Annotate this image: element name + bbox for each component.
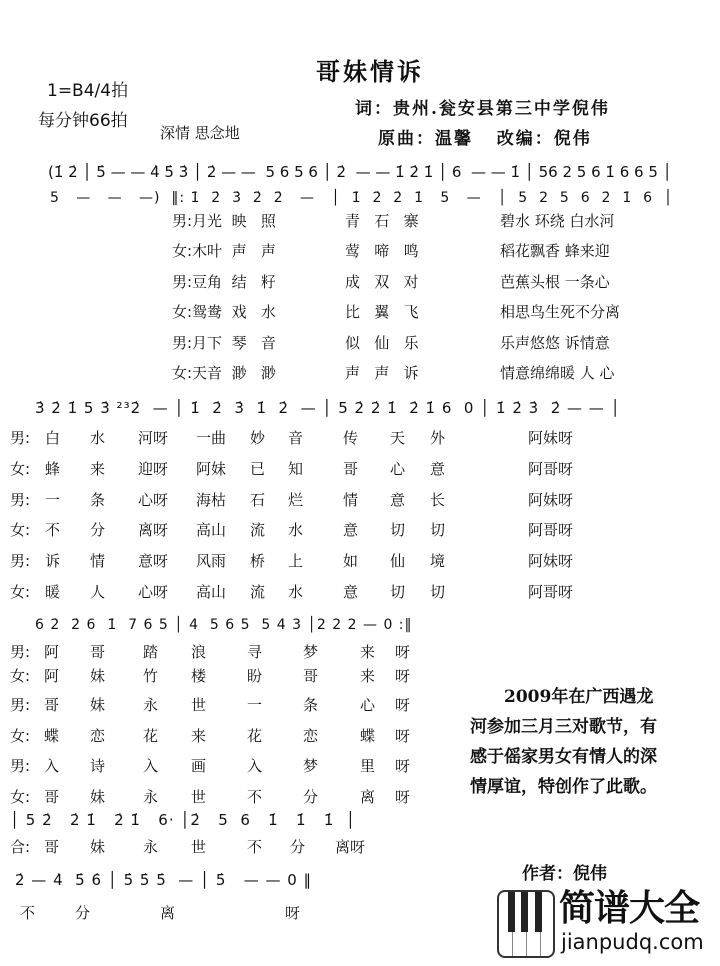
notation-line-4: 6 2̇ 2̇ 6 1̇ 7 6 5 │ 4 5 6 5 5 4 3 │2 2 2 — 0 :‖ <box>35 617 413 633</box>
lyric-cell: 稻花飘香 蜂来迎 <box>500 242 610 260</box>
lyric-cell: 阿妹 <box>196 460 227 478</box>
lyric-cell: 女: <box>10 667 31 685</box>
lyric-cell: 呀 <box>395 757 411 775</box>
lyric-cell: 男: <box>10 429 31 447</box>
chorus-lyric-cell: 世 <box>191 838 207 856</box>
lyric-cell: 诗 <box>90 757 106 775</box>
lyric-cell: 永 <box>143 788 159 806</box>
lyric-cell: 水 <box>288 583 304 601</box>
lyric-cell: 入 <box>44 757 60 775</box>
ending-lyric-cell: 呀 <box>285 904 301 922</box>
lyric-cell: 女:鸳鸯 戏 水 <box>172 303 276 321</box>
lyric-cell: 哥 <box>303 667 319 685</box>
lyric-cell: 来 <box>90 460 106 478</box>
lyric-cell: 情 <box>90 552 106 570</box>
lyric-cell: 哥 <box>44 788 60 806</box>
lyric-cell: 男:豆角 结 籽 <box>172 273 276 291</box>
chorus-lyric-cell: 合: <box>10 838 31 856</box>
lyric-cell: 妹 <box>90 667 106 685</box>
chorus-lyric-cell: 哥 <box>44 838 60 856</box>
lyric-cell: 石 <box>250 491 266 509</box>
lyric-cell: 女: <box>10 521 31 539</box>
lyric-cell: 花 <box>143 727 159 745</box>
lyric-cell: 盼 <box>247 667 263 685</box>
lyric-cell: 浪 <box>191 643 207 661</box>
lyric-cell: 不 <box>247 788 263 806</box>
lyric-cell: 恋 <box>303 727 319 745</box>
lyric-cell: 高山 <box>196 583 227 601</box>
expression-mark: 深情 思念地 <box>160 124 240 142</box>
ending-lyric-cell: 离 <box>160 904 176 922</box>
lyric-cell: 呀 <box>395 643 411 661</box>
composer-note: 2009年在广西遇龙河参加三月三对歌节，有感于傜家男女有情人的深情厚谊，特创作了此歌。 <box>470 687 657 797</box>
lyric-cell: 阿哥呀 <box>528 583 574 601</box>
lyric-cell: 条 <box>90 491 106 509</box>
key-signature: 1=B4/4拍 <box>47 81 129 101</box>
watermark-url: jianpudq.com <box>561 930 704 954</box>
lyric-cell: 阿妹呀 <box>528 429 574 447</box>
lyric-cell: 女: <box>10 583 31 601</box>
lyric-cell: 心呀 <box>138 583 169 601</box>
notation-line-1: (1̇ 2̇ │ 5̇ — — 4̇ 5̇ 3̇ │ 2̇ — — 5 6 5 6 │ 2̇ — — 1̇ 2̇ 1̇ │ 6 — — 1̇ │ 56 2 5 6 1̇ 6 6 5 │ <box>48 163 672 181</box>
chorus-lyric-cell: 不 <box>247 838 263 856</box>
lyric-cell: 呀 <box>395 696 411 714</box>
lyric-cell: 意 <box>430 460 446 478</box>
lyric-cell: 女: <box>10 788 31 806</box>
lyric-cell: 水 <box>90 429 106 447</box>
lyric-cell: 境 <box>430 552 446 570</box>
lyric-cell: 阿哥呀 <box>528 521 574 539</box>
lyric-cell: 呀 <box>395 788 411 806</box>
lyric-cell: 心 <box>390 460 406 478</box>
lyric-cell: 男:月下 琴 音 <box>172 334 276 352</box>
lyric-cell: 一 <box>45 491 61 509</box>
lyric-cell: 仙 <box>390 552 406 570</box>
lyric-cell: 世 <box>191 788 207 806</box>
lyric-cell: 分 <box>90 521 106 539</box>
lyric-cell: 一曲 <box>196 429 227 447</box>
lyric-cell: 里 <box>360 757 376 775</box>
lyric-cell: 阿妹呀 <box>528 552 574 570</box>
tempo: 每分钟66拍 <box>38 111 128 131</box>
lyric-cell: 楼 <box>191 667 207 685</box>
lyric-cell: 画 <box>191 757 207 775</box>
lyric-cell: 妹 <box>90 696 106 714</box>
lyric-cell: 切 <box>430 583 446 601</box>
lyric-cell: 离 <box>360 788 376 806</box>
lyric-cell: 心呀 <box>138 491 169 509</box>
lyric-cell: 男: <box>10 643 31 661</box>
lyric-cell: 知 <box>288 460 304 478</box>
piano-keys-icon <box>497 890 555 958</box>
lyric-cell: 蜂 <box>45 460 61 478</box>
watermark-logo <box>497 890 720 960</box>
lyric-cell: 外 <box>430 429 446 447</box>
lyric-cell: 已 <box>250 460 266 478</box>
lyric-cell: 迎呀 <box>138 460 169 478</box>
lyric-cell: 长 <box>430 491 446 509</box>
lyric-cell: 乐声悠悠 诉情意 <box>500 334 610 352</box>
lyric-cell: 水 <box>288 521 304 539</box>
lyric-cell: 竹 <box>143 667 159 685</box>
lyric-cell: 阿 <box>44 643 60 661</box>
lyric-cell: 比 翼 飞 <box>345 303 419 321</box>
lyric-cell: 呀 <box>395 727 411 745</box>
lyric-cell: 意 <box>343 583 359 601</box>
lyric-cell: 分 <box>303 788 319 806</box>
lyric-cell: 妙 <box>250 429 266 447</box>
lyric-cell: 阿 <box>44 667 60 685</box>
song-title: 哥妹情诉 <box>316 57 424 86</box>
lyric-cell: 海枯 <box>196 491 227 509</box>
lyric-cell: 白 <box>45 429 61 447</box>
lyric-cell: 蝶 <box>360 727 376 745</box>
lyric-cell: 来 <box>360 643 376 661</box>
lyric-cell: 烂 <box>288 491 304 509</box>
lyric-cell: 风雨 <box>196 552 227 570</box>
lyric-cell: 条 <box>303 696 319 714</box>
lyric-cell: 情意绵绵暖 人 心 <box>500 364 615 382</box>
lyric-cell: 莺 啼 鸣 <box>345 242 419 260</box>
lyric-cell: 踏 <box>143 643 159 661</box>
lyricist-credit: 词：贵州.瓮安县第三中学倪伟 <box>355 99 610 119</box>
lyric-cell: 河呀 <box>138 429 169 447</box>
lyric-cell: 不 <box>45 521 61 539</box>
lyric-cell: 呀 <box>395 667 411 685</box>
notation-line-6: 2̇ — 4̇ 5̇ 6̇ │ 5̇ 5̇ 5̇ — │ 5̇ — — 0 ‖ <box>15 871 313 889</box>
notation-line-5: │ 5 2̇ 2̇ 1̇ 2̇ 1̇ 6· │2̇ 5 6 1̇ 1̇ 1̇ │ <box>10 811 356 829</box>
chorus-lyric-cell: 分 <box>290 838 306 856</box>
lyric-cell: 流 <box>250 521 266 539</box>
chorus-lyric-cell: 妹 <box>90 838 106 856</box>
lyric-cell: 传 <box>343 429 359 447</box>
lyric-cell: 阿哥呀 <box>528 460 574 478</box>
lyric-cell: 女: <box>10 727 31 745</box>
lyric-cell: 恋 <box>90 727 106 745</box>
lyric-cell: 蝶 <box>44 727 60 745</box>
lyric-cell: 男: <box>10 491 31 509</box>
lyric-cell: 梦 <box>303 643 319 661</box>
watermark-name: 简谱大全 <box>559 888 700 929</box>
lyric-cell: 桥 <box>250 552 266 570</box>
lyric-cell: 来 <box>360 667 376 685</box>
author-signature: 作者：倪伟 <box>522 864 607 884</box>
lyric-cell: 声 声 诉 <box>345 364 419 382</box>
lyric-cell: 暖 <box>45 583 61 601</box>
lyric-cell: 切 <box>390 583 406 601</box>
lyric-cell: 女: <box>10 460 31 478</box>
notation-line-3: 3̇ 2̇ 1̇ 5 3̇ ²³2̇ — │ 1̇ 2̇ 3̇ 1̇ 2̇ — │ 5 2̇ 2̇ 1̇ 2̇ 1̇ 6 0 │ 1̇ 2̇ 3̇ 2̇ — — │ <box>35 399 621 417</box>
lyric-cell: 寻 <box>247 643 263 661</box>
lyric-cell: 流 <box>250 583 266 601</box>
lyric-cell: 切 <box>430 521 446 539</box>
lyric-cell: 相思鸟生死不分离 <box>500 303 621 321</box>
notation-line-2: 5 — — —) ‖: 1̇ 2̇ 3̇ 2̇ 2̇ — │ 1̇ 2̇ 2̇ 1̇ 5 — │ 5 2 5 6 2̇ 1̇ 6 │ <box>50 190 674 206</box>
lyric-cell: 男: <box>10 757 31 775</box>
composer-credit: 原曲：温馨 改编：倪伟 <box>378 129 592 149</box>
lyric-cell: 成 双 对 <box>345 273 419 291</box>
lyric-cell: 入 <box>247 757 263 775</box>
lyric-cell: 哥 <box>343 460 359 478</box>
lyric-cell: 意 <box>390 491 406 509</box>
lyric-cell: 似 仙 乐 <box>345 334 419 352</box>
lyric-cell: 哥 <box>44 696 60 714</box>
lyric-cell: 男: <box>10 552 31 570</box>
lyric-cell: 碧水 环绕 白水河 <box>500 212 615 230</box>
lyric-cell: 芭蕉头根 一条心 <box>500 273 610 291</box>
lyric-cell: 如 <box>343 552 359 570</box>
lyric-cell: 梦 <box>303 757 319 775</box>
lyric-cell: 诉 <box>45 552 61 570</box>
lyric-cell: 离呀 <box>138 521 169 539</box>
lyric-cell: 花 <box>247 727 263 745</box>
lyric-cell: 青 石 寨 <box>345 212 419 230</box>
lyric-cell: 入 <box>143 757 159 775</box>
lyric-cell: 男:月光 映 照 <box>172 212 276 230</box>
lyric-cell: 妹 <box>90 788 106 806</box>
lyric-cell: 高山 <box>196 521 227 539</box>
chorus-lyric-cell: 离呀 <box>335 838 366 856</box>
lyric-cell: 一 <box>247 696 263 714</box>
lyric-cell: 女:天音 渺 渺 <box>172 364 276 382</box>
lyric-cell: 心 <box>360 696 376 714</box>
lyric-cell: 哥 <box>90 643 106 661</box>
ending-lyric-cell: 不 <box>20 904 36 922</box>
lyric-cell: 意 <box>343 521 359 539</box>
lyric-cell: 阿妹呀 <box>528 491 574 509</box>
ending-lyric-cell: 分 <box>75 904 91 922</box>
lyric-cell: 情 <box>343 491 359 509</box>
lyric-cell: 女:木叶 声 声 <box>172 242 276 260</box>
lyric-cell: 来 <box>191 727 207 745</box>
lyric-cell: 世 <box>191 696 207 714</box>
lyric-cell: 意呀 <box>138 552 169 570</box>
lyric-cell: 音 <box>288 429 304 447</box>
lyric-cell: 天 <box>390 429 406 447</box>
lyric-cell: 永 <box>143 696 159 714</box>
chorus-lyric-cell: 永 <box>143 838 159 856</box>
lyric-cell: 切 <box>390 521 406 539</box>
lyric-cell: 人 <box>90 583 106 601</box>
lyric-cell: 男: <box>10 696 31 714</box>
lyric-cell: 上 <box>288 552 304 570</box>
